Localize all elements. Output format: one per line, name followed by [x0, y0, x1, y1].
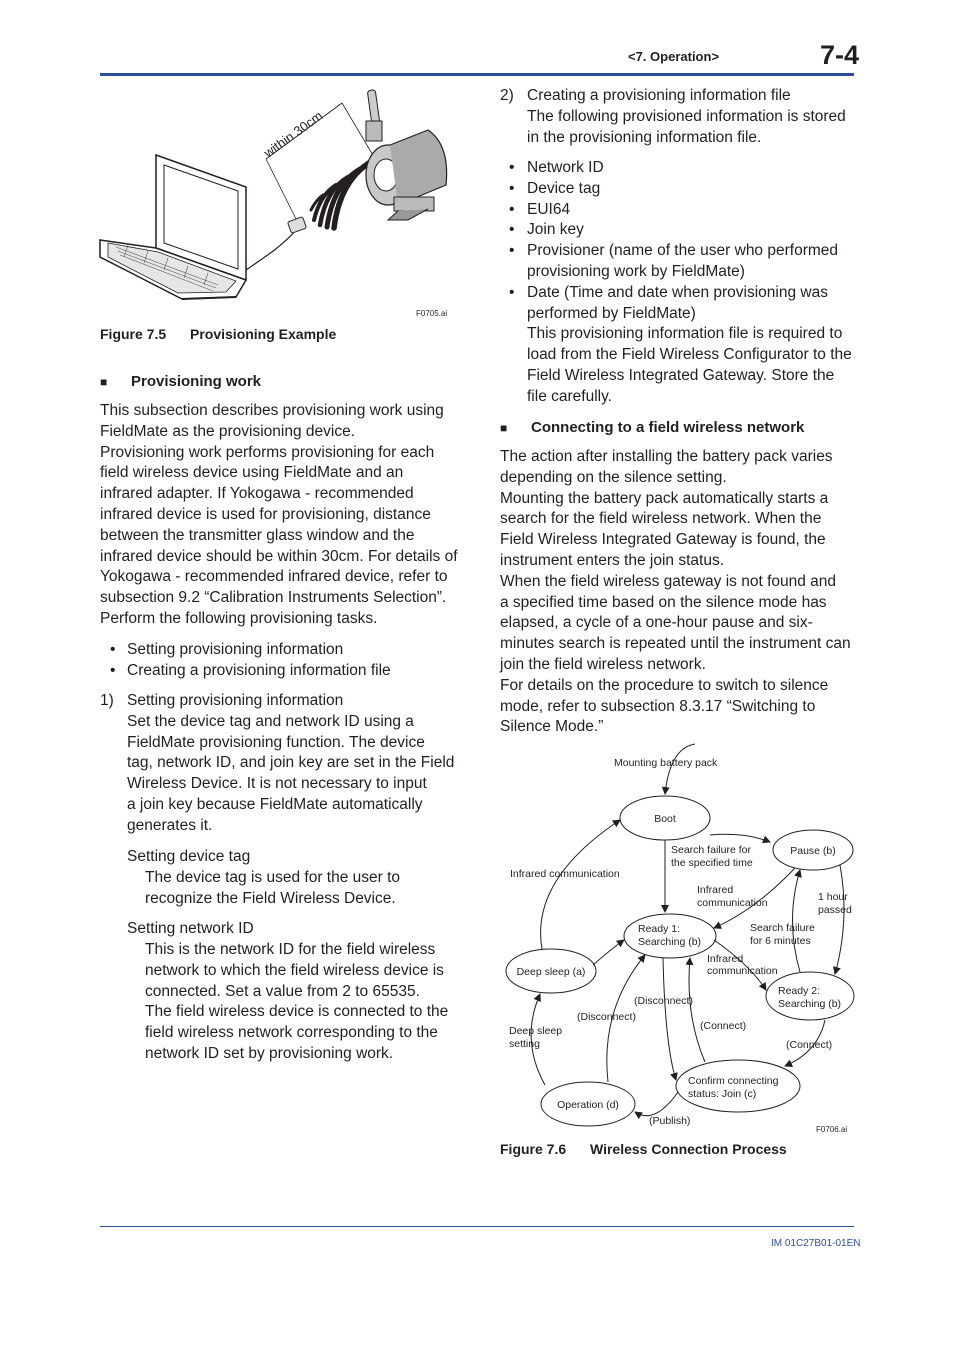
square-bullet-icon: ■ [500, 421, 508, 435]
ready2-label-2: Searching (b) [778, 998, 842, 1010]
bullet-icon: • [509, 200, 515, 218]
text-line: a specified time based on the silence mode has [500, 593, 827, 611]
left-heading [100, 373, 261, 390]
text-line: connected. Set a value from 2 to 65535. [145, 982, 420, 1000]
right-heading [500, 419, 804, 436]
text-line: search for the field wireless network. When the [500, 510, 822, 528]
header-rule [100, 73, 854, 76]
text-line: Yokogawa - recommended infrared device, refer to [100, 568, 448, 586]
right-body [500, 447, 860, 738]
bullet-icon: • [110, 641, 116, 658]
text-line: depending on the silence setting. [500, 468, 727, 486]
text-line: field wireless device using FieldMate and an [100, 464, 404, 482]
label-one-hour-2: passed [818, 904, 852, 916]
text-line: The action after installing the battery pack varies [500, 448, 833, 465]
label-deep-sleep-setting-2: setting [509, 1038, 540, 1050]
text-line: Wireless Device. It is not necessary to input [127, 775, 427, 793]
arrow-boot-pause [710, 834, 770, 842]
list-item-text: EUI64 [527, 200, 571, 218]
text-line: mode, refer to subsection 8.3.17 “Switching to [500, 697, 816, 715]
figure6-title: Wireless Connection Process [590, 1141, 787, 1157]
text-line: instrument enters the join status. [500, 551, 725, 569]
arrow-deepsleep-boot [541, 820, 620, 949]
text-line: The device tag is used for the user to [145, 869, 401, 886]
footer-doc-id: IM 01C27B01-01EN [771, 1238, 861, 1249]
list-item-text: This provisioning information file is required to [527, 325, 843, 343]
page-number: 7-4 [820, 40, 860, 70]
bullet-icon: • [110, 661, 116, 679]
label-publish: (Publish) [649, 1115, 691, 1127]
label-search-fail-time-1: Search failure for [671, 844, 751, 856]
text-line: Mounting the battery pack automatically starts a [500, 489, 829, 507]
text-line: FieldMate provisioning function. The device [127, 733, 425, 751]
list-item [509, 158, 854, 179]
list-item-text: Device tag [527, 179, 601, 197]
figure6-file: F0706.ai [816, 1125, 848, 1134]
confirm-label-1: Confirm connecting [688, 1075, 779, 1087]
text-line: For details on the procedure to switch to silence [500, 676, 829, 694]
figure5-number: Figure 7.5 [100, 326, 167, 342]
text-line: The field wireless device is connected to the [145, 1003, 449, 1021]
arrow-confirm-operation [635, 1092, 678, 1116]
label-infrared-top: Infrared communication [510, 868, 620, 880]
square-bullet-icon: ■ [100, 375, 108, 389]
text-line: field wireless network corresponding to the [145, 1024, 438, 1042]
left-heading-text: Provisioning work [131, 373, 262, 390]
text-line: Creating a provisioning information file [527, 87, 791, 104]
text-line: a join key because FieldMate automatically [127, 795, 423, 813]
figure5-caption [100, 326, 336, 342]
list-item [110, 640, 460, 661]
list-item-text: performed by FieldMate) [527, 304, 696, 322]
list-item-text: Network ID [527, 159, 604, 176]
label-search-fail-6-2: for 6 minutes [750, 935, 811, 947]
list-item [110, 661, 460, 682]
pause-label: Pause (b) [790, 845, 836, 857]
list-item-text: load from the Field Wireless Configurator to the [527, 346, 852, 364]
text-line: infrared adapter. If Yokogawa - recommended [100, 485, 414, 503]
bullet-icon: • [509, 159, 515, 176]
wireless-connection-diagram [500, 740, 860, 1140]
text-line: FieldMate as the provisioning device. [100, 422, 356, 440]
label-infrared-mid-1: Infrared [697, 884, 734, 896]
list-item-text: Provisioner (name of the user who performed [527, 242, 839, 260]
text-line: infrared device is used for provisioning, distance [100, 505, 431, 523]
right-heading-text: Connecting to a field wireless network [531, 419, 805, 436]
footer-rule [100, 1226, 854, 1227]
label-disconnect-2: (Disconnect) [577, 1011, 636, 1023]
text-line: Provisioning work performs provisioning for each [100, 443, 435, 461]
figure6-number: Figure 7.6 [500, 1141, 567, 1157]
label-search-fail-6-1: Search failure [750, 922, 815, 934]
figure6-caption [500, 1141, 787, 1157]
arrow-deepsleep-ready1 [593, 940, 624, 965]
sub1-text [145, 868, 465, 910]
confirm-label-2: status: Join (c) [688, 1088, 757, 1100]
list-item [509, 283, 854, 408]
distance-label: within 30cm [260, 107, 326, 161]
text-line: infrared device should be within 30cm. For details of [100, 547, 458, 565]
list-item-text: Field Wireless Integrated Gateway. Store the [527, 366, 835, 384]
item1-number: 1) [100, 692, 114, 709]
item2-number: 2) [500, 87, 514, 104]
text-line: recognize the Field Wireless Device. [145, 889, 396, 907]
bullet-icon: • [509, 242, 515, 260]
ready1-label-2: Searching (b) [638, 936, 702, 948]
arrow-pause-ready2 [835, 865, 844, 974]
operation-label: Operation (d) [557, 1099, 619, 1111]
ready1-label-1: Ready 1: [638, 923, 681, 935]
arrow-mount-boot [665, 744, 695, 794]
text-line: elapsed, a cycle of a one-hour pause and six- [500, 614, 813, 632]
text-line: This is the network ID for the field wireless [145, 941, 436, 958]
list-item-text: Join key [527, 221, 584, 239]
left-bullet-list [110, 640, 460, 682]
text-line: tag, network ID, and join key are set in the Field [127, 754, 455, 772]
deep-sleep-label: Deep sleep (a) [516, 966, 586, 978]
list-item [509, 241, 854, 283]
text-line: The following provisioned information is stored [527, 107, 846, 125]
label-infrared-mid-2: communication [697, 897, 768, 909]
label-connect-2: (Connect) [786, 1039, 833, 1051]
text-line: Set the device tag and network ID using a [127, 712, 414, 730]
text-line: generates it. [127, 816, 213, 834]
text-line: network ID set by provisioning work. [145, 1044, 394, 1062]
arrow-ready1-confirm [663, 958, 676, 1080]
text-line: This subsection describes provisioning work using [100, 402, 444, 419]
list-item-text: Date (Time and date when provisioning was [527, 283, 828, 301]
label-deep-sleep-setting-1: Deep sleep [509, 1025, 563, 1037]
text-line: subsection 9.2 “Calibration Instruments Selection”. [100, 589, 447, 607]
list-item [509, 200, 854, 221]
text-line: join the field wireless network. [500, 655, 706, 673]
text-line: Field Wireless Integrated Gateway is found, the [500, 531, 826, 549]
arrow-ready2-pause [793, 870, 801, 972]
right-bullet-list [509, 158, 854, 408]
label-one-hour-1: 1 hour [818, 891, 848, 903]
label-connect-1: (Connect) [700, 1020, 747, 1032]
label-mount: Mounting battery pack [614, 757, 718, 769]
text-line: When the field wireless gateway is not found and [500, 572, 837, 590]
label-infrared-low-2: communication [707, 965, 778, 977]
sub1-title: Setting device tag [127, 848, 251, 865]
text-line: Setting provisioning information [127, 692, 344, 709]
bullet-icon: • [509, 283, 515, 301]
header-section: <7. Operation> [628, 49, 720, 64]
arrow-confirm-ready1 [689, 958, 705, 1062]
list-item [509, 179, 854, 200]
list-item-text: provisioning work by FieldMate) [527, 262, 745, 280]
bullet-icon: • [509, 179, 515, 197]
sub2-text [145, 940, 465, 1065]
list-item-text: Setting provisioning information [127, 641, 344, 658]
list-item-text: file carefully. [527, 387, 612, 405]
bullet-icon: • [509, 221, 515, 239]
text-line: in the provisioning information file. [527, 128, 762, 146]
label-disconnect-1: (Disconnect) [634, 995, 693, 1007]
text-line: Silence Mode.” [500, 718, 604, 736]
item2-text [527, 86, 857, 148]
text-line: between the transmitter glass window and the [100, 526, 415, 544]
label-infrared-low-1: Infrared [707, 953, 744, 965]
list-item-text: Creating a provisioning information file [127, 661, 391, 679]
left-intro [100, 401, 460, 630]
item1-text [127, 691, 462, 837]
sub2-title: Setting network ID [127, 920, 254, 937]
text-line: Perform the following provisioning tasks. [100, 609, 378, 627]
label-search-fail-time-2: the specified time [671, 857, 753, 869]
boot-label: Boot [654, 813, 676, 825]
text-line: minutes search is repeated until the instrument can [500, 635, 851, 653]
text-line: network to which the field wireless device is [145, 961, 444, 979]
figure5-title: Provisioning Example [190, 326, 337, 342]
ready2-label-1: Ready 2: [778, 985, 821, 997]
figure5-file: F0705.ai [416, 309, 448, 318]
provisioning-illustration [98, 85, 458, 325]
list-item [509, 220, 854, 241]
